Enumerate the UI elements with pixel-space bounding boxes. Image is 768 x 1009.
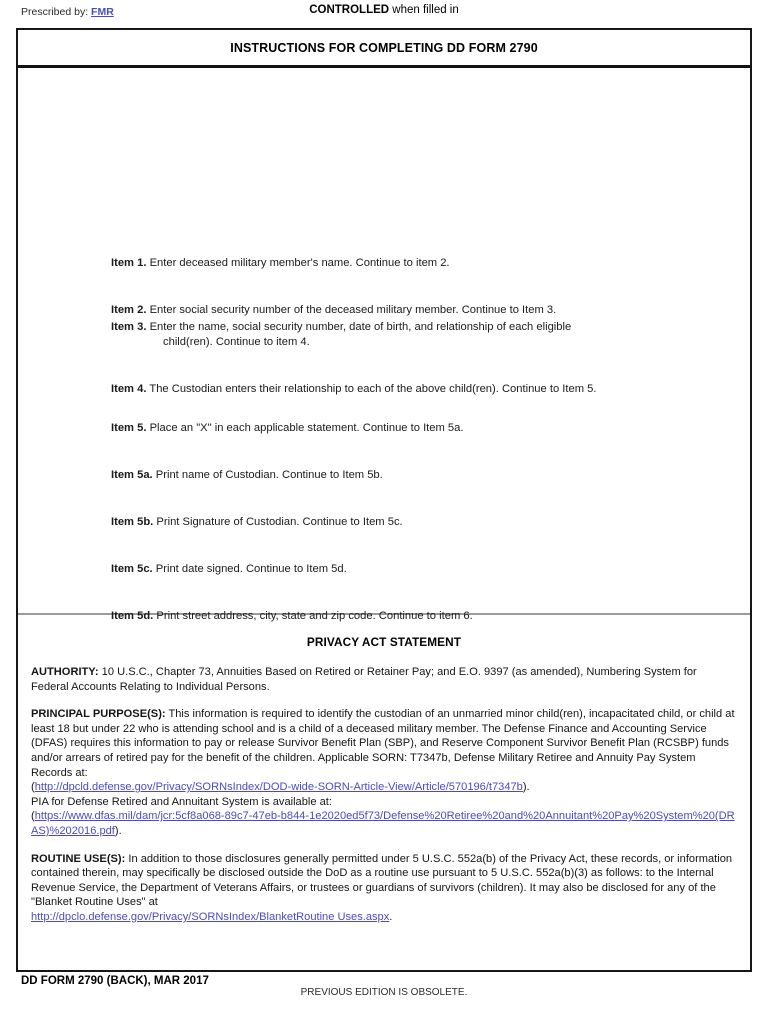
instruction-label: Item 5a. — [111, 469, 153, 481]
instructions-pane — [18, 68, 750, 622]
paren-close: ). — [114, 824, 122, 837]
sorn-url-line — [31, 780, 737, 795]
instruction-text: Print name of Custodian. Continue to Item 5b. — [155, 469, 383, 481]
routine-use-paragraph — [31, 852, 737, 925]
instruction-text: Enter social security number of the deceased military member. Continue to Item 3. — [149, 304, 557, 316]
instruction-text: Print street address, city, state and zip code. Continue to item 6. — [156, 610, 473, 622]
instruction-text: Print date signed. Continue to Item 5d. — [155, 563, 347, 575]
blanket-url-line — [31, 910, 737, 925]
sorn-url-link[interactable]: http://dpcld.defense.gov/Privacy/SORNsIndex/DOD-wide-SORN-Article-View/Article/570196/t7347b — [34, 781, 523, 794]
pia-text: PIA for Defense Retired and Annuitant System is available at: — [31, 795, 332, 808]
paren-open: ( — [31, 810, 35, 823]
privacy-act-pane — [18, 617, 750, 970]
instruction-label: Item 5b. — [111, 516, 154, 528]
spacer — [18, 350, 750, 382]
paren-open: ( — [31, 781, 35, 794]
instruction-item-5c — [18, 562, 750, 577]
principal-purpose-paragraph — [31, 707, 737, 838]
instruction-item-1 — [18, 256, 750, 271]
form-id-footer: DD FORM 2790 (BACK), MAR 2017 — [21, 975, 209, 987]
instruction-item-3 — [18, 320, 750, 350]
instruction-item-5b — [18, 515, 750, 530]
instruction-label: Item 2. — [111, 304, 147, 316]
instruction-text: Place an "X" in each applicable statement. Continue to Item 5a. — [149, 422, 464, 434]
instruction-label: Item 5d. — [111, 610, 154, 622]
authority-paragraph — [31, 665, 737, 694]
instruction-label: Item 4. — [111, 383, 147, 395]
controlled-banner-rest: when filled in — [389, 4, 459, 16]
fmr-link[interactable]: FMR — [91, 6, 114, 18]
controlled-banner-strong: CONTROLLED — [309, 4, 390, 16]
instruction-item-5a — [18, 468, 750, 483]
pia-url-link[interactable]: https://www.dfas.mil/dam/jcr:5cf8a068-89c7-47eb-b844-1e2020ed5f73/Defense%20Retiree%20and%20Annuitant%20Pay%20System%20(DRAS)%202016.pdf — [31, 810, 735, 837]
routine-use-text: In addition to those disclosures generally permitted under 5 U.S.C. 552a(b) of the Privacy Act, these records, or information contained therein, may specifically be disclosed outside the DoD as a routine use pursuant to 5 U.S.C. 552a(b)(3) as follows: to the Internal Revenue Service, the Department of Veterans Affairs, or trustees or guardians of survivors (children). It may also be disclosed for any of the "Blanket Routine Uses" at — [31, 852, 733, 909]
routine-use-heading: ROUTINE USE(S): — [31, 852, 126, 865]
spacer — [18, 397, 750, 421]
instruction-label: Item 5c. — [111, 563, 153, 575]
instruction-item-2 — [18, 303, 750, 318]
paren-close: ). — [522, 781, 530, 794]
instruction-text: Enter deceased military member's name. Continue to item 2. — [149, 257, 450, 269]
page-title: INSTRUCTIONS FOR COMPLETING DD FORM 2790 — [230, 40, 538, 55]
form-title-band — [18, 30, 750, 68]
form-frame — [16, 28, 752, 972]
authority-heading: AUTHORITY: — [31, 666, 99, 678]
instructions-list — [18, 68, 750, 624]
spacer — [18, 436, 750, 468]
principal-purpose-heading: PRINCIPAL PURPOSE(S): — [31, 708, 166, 721]
edition-note-footer: PREVIOUS EDITION IS OBSOLETE. — [300, 987, 468, 998]
instruction-text: Enter the name, social security number, date of birth, and relationship of each eligible — [149, 321, 572, 333]
instruction-label: Item 1. — [111, 257, 147, 269]
instruction-label: Item 5. — [111, 422, 147, 434]
spacer — [18, 271, 750, 303]
spacer — [18, 483, 750, 515]
authority-text: 10 U.S.C., Chapter 73, Annuities Based on Retired or Retainer Pay; and E.O. 9397 (as amended), Numbering System for Federal Accounts Relating to Individual Persons. — [31, 666, 697, 693]
spacer — [18, 577, 750, 609]
instruction-text: The Custodian enters their relationship to each of the above child(ren). Continue to Item 5. — [149, 383, 597, 395]
instruction-item-4 — [18, 382, 750, 397]
period: . — [389, 910, 393, 923]
spacer — [18, 530, 750, 562]
pia-url-line — [31, 809, 737, 838]
instruction-item-5 — [18, 421, 750, 436]
controlled-banner — [0, 4, 768, 16]
prescribed-by-label: Prescribed by: — [21, 6, 89, 18]
principal-purpose-text: This information is required to identify the custodian of an unmarried minor child(ren), incapacitated child, or child at least 18 but under 22 who is attending school and is a child of a deceased military member. The Defense Finance and Accounting Service (DFAS) requires this information to pay or release Survivor Benefit Plan (SBP), and Reserve Component Survivor Benefit Plan (RCSBP) funds and/or arrears of retired pay for the benefit of the children. Applicable SORN: T7347b, Defense Military Retiree and Annuity Pay System Records at: — [31, 708, 735, 779]
privacy-act-title: PRIVACY ACT STATEMENT — [306, 635, 462, 649]
instruction-continuation: child(ren). Continue to item 4. — [163, 336, 310, 348]
page-header — [0, 0, 768, 28]
blanket-routine-uses-link[interactable]: http://dpclo.defense.gov/Privacy/SORNsIndex/BlanketRoutine Uses.aspx — [31, 910, 390, 923]
instruction-text: Print Signature of Custodian. Continue to Item 5c. — [156, 516, 403, 528]
instruction-label: Item 3. — [111, 321, 147, 333]
